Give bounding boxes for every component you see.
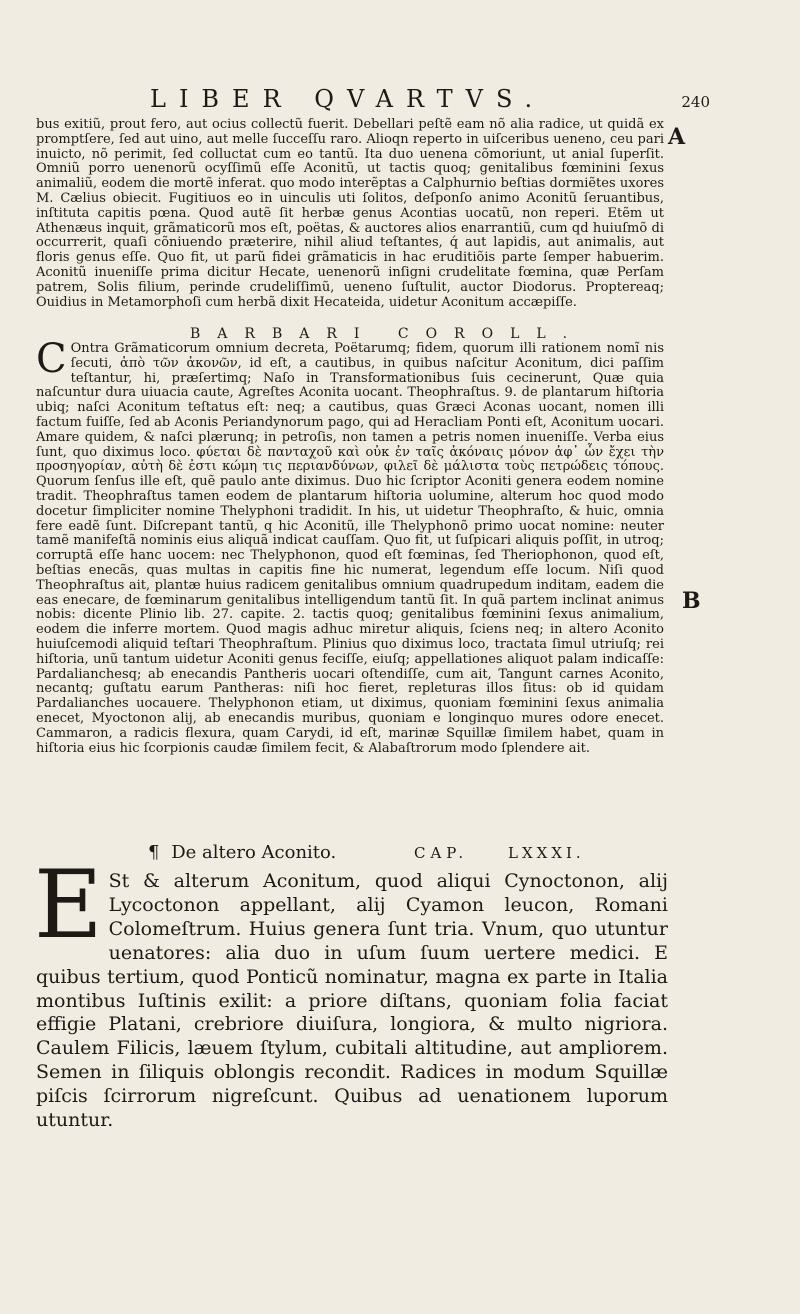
drop-cap: C [36,336,67,382]
drop-cap: E [34,851,103,960]
section-body-2 [36,336,664,756]
chapter-heading [148,842,668,863]
chapter-number: LXXXI. [508,844,585,862]
section-body-1 [36,118,664,310]
pilcrow-icon: ¶ [148,842,160,863]
paragraph: Ontra Grãmaticorum omnium decreta, Poëtarumq; fidem, quorum illi rationem nomĩ nis ſecuti, ἀπὸ τῶν ἀκονῶν, id eſt, a cautibus, in quibus naſcitur Aconitum, dici paſſim teſtantur, hi, præſertimq; Naſo in Transformationibus ſuis cecinerunt, Quæ quia naſcuntur dura uiuacia caute, Agreſtes Aconita uocant. Theophraſtus. 9. de plantarum hiſtoria ubiq; naſci Aconitum teſtatus eſt: neq; a cautibus, quas Græci Aconas uocant, nomen illi factum fuiſſe, ſed ab Aconis Periandynorum pago, qui ad Heracliam Ponti eſt, Aconitum uocari. Amare quidem, & naſci plærunq; in petroſis, non tamen a petris nomen inueniſſe. Verba eius ſunt, quo diximus loco. φύεται δὲ πανταχοῦ καὶ οὐκ ἐν ταῖς ἀκόναις μόνον ἀφ᾽ ὧν ἔχει τὴν προσηγορίαν, αὐτὴ δὲ ἐστι κώμη τις περιανδύνων, φιλεῖ δὲ μάλιστα τοὺς πετρώδεις τόπους. Quorum ſenſus ille eſt, quẽ paulo ante diximus. Duo hic ſcriptor Aconiti genera eodem nomine tradit. Theophraſtus tamen eodem de plantarum hiſtoria uolumine, alterum hoc quod modo docetur ſimpliciter nomine Thelyphoni tradidit. In his, ut uidetur Theophraſto, & huic, omnia fere eadẽ ſunt. Diſcrepant tantũ, q hic Aconitũ, ille Thelyphonõ primo uocat nomine: neuter tamẽ manifeſtã nominis eius aliquã indicat cauſſam. Quo fit, ut ſuſpicari aliquis poſſit, in utroq; corruptã eſſe hanc uocem: nec Thelyphonon, quod eſt fœminas, ſed Theriophonon, quod eſt, beſtias enecãs, quas multas in capitis fine hic numerat, legendum eſſe locum. Niſi quod Theophraſtus ait, plantæ huius radicem genitalibus omnium quadrupedum inditam, eadem die eas enecare, de fœminarum genitalibus intelligendum tantũ ſit. In quã partem inclinat animus nobis: dicente Plinio lib. 27. capite. 2. tactis quoq; genitalibus fœminini ſexus animalium, eodem die inferre mortem. Quod magis adhuc miretur aliquis, ſciens neq; in altero Aconito huiuſcemodi aliquid teſtari Theophraſtum. Plinius quo diximus loco, tractata ſimul utriuſq; rei hiſtoria, unũ tantum uidetur Aconiti genus feciſſe, eiuſq; appellationes aliquot palam indicaſſe: Pardalianchesq; ab enecandis Pantheris uocari oſtendiſſe, cum ait, Tangunt carnes Aconito, necantq; guſtatu earum Pantheras: niſi hoc fieret, repleturas illos ſitus: ob id quidam Pardalianches uocauere. Thelyphonon etiam, ut diximus, quoniam fœminini ſexus animalia enecet, Myoctonon alij, ab enecandis muribus, quoniam e longinquo mures odore enecet. Cammaron, a radicis flexura, quam Carydi, id eſt, marinæ Squillæ ſimilem habet, quam in hiſtoria eius hic ſcorpionis caudæ ſimilem fecit, & Alabaſtrorum modo ſplendere ait. [36,341,664,756]
page-number: 240 [681,93,710,111]
paragraph: St & alterum Aconitum, quod aliqui Cynoctonon, alij Lycoctonon appellant, alij Cyamon leucon, Romani Colomeſtrum. Huius genera ſunt tria. Vnum, quo utuntur uenatores: alia duo in uſum ſuum uertere medici. E quibus tertium, quod Ponticũ nominatur, magna ex parte in Italia montibus Iuſtinis exilit: a priore diſtans, quoniam folia faciat effigie Platani, crebriore diuiſura, longiora, & multo nigriora. Caulem Filicis, læuem ſtylum, cubitali altitudine, aut ampliorem. Semen in ſiliquis oblongis recondit. Radices in modum Squillæ piſcis ſcirrorum nigreſcunt. Quibus ad uenationem luporum utuntur. [36,870,668,1132]
margin-marker-b: B [682,588,701,614]
running-title: LIBER QVARTVS. [150,85,546,113]
chapter-title: De altero Aconito. [171,842,337,863]
chapter-label: CAP. [414,844,469,862]
margin-marker-a: A [668,124,686,150]
section-heading: BARBARI COROLL. [190,326,585,342]
running-header [150,85,710,115]
paragraph: bus exitiũ, prout fero, aut ocius collectũ fuerit. Debellari peſtẽ eam nõ alia radice, ut quidã ex promptſere, ſed aut uino, aut melle ſucceſſu raro. Alioqn reperto in uiſceribus ueneno, ceu pari inuicto, nõ perimit, ſed colluctat cum eo tantũ. Ita duo uenena cõmoriunt, ut anial ſuperſit. Omniũ porro uenenorũ ocyſſimũ eſſe Aconitũ, ut tactis quoq; genitalibus fœminini ſexus animaliũ, eodem die mortẽ inferat. quo modo interẽptas a Calphurnio beſtias dormiẽtes uxores M. Cælius obiecit. Fugitiuos eo in uinculis uti ſolitos, deſponſo animo Aconitũ ſeruantibus, inſtituta capitis pœna. Quod autẽ ſit herbæ genus Acontias uocatũ, non reperi. Etẽm ut Athenæus inquit, grãmaticorũ mos eſt, poëtas, & auctores alios enarrantiũ, cum qd huiuſmõ di occurrerit, quaſi cõniuendo præterire, nihil aliud teſtantes, q́ aut lapidis, aut animalis, aut floris genus eſſe. Quo fit, ut parũ fidei grãmaticis in hac eruditiõis parte ſemper habuerim. Aconitũ inueniſſe prima dicitur Hecate, uenenorũ inſigni crudelitate fœmina, quæ Perſam patrem, Solis filium, perinde crudeliſſimũ, ueneno ſuſtulit, auctor Diodorus. Proptereaq; Ouidius in Metamorphoſi cum herbã dixit Hecateida, uidetur Aconitum accæpiſſe. [36,117,664,310]
